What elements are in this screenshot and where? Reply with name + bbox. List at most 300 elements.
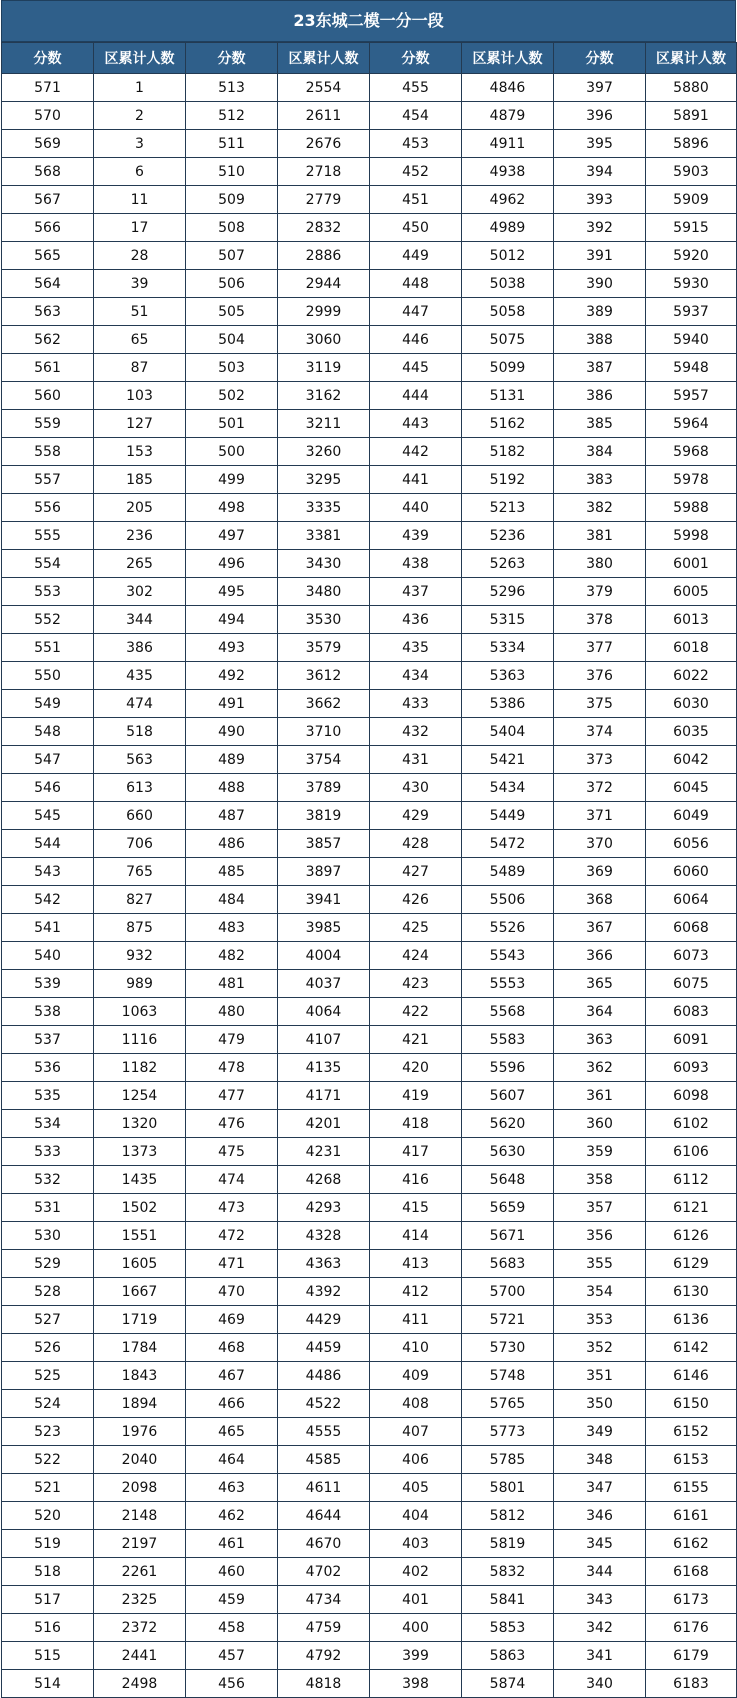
score-cell: 545 bbox=[2, 802, 94, 830]
score-cell: 548 bbox=[2, 718, 94, 746]
score-cell: 534 bbox=[2, 1110, 94, 1138]
score-cell: 538 bbox=[2, 998, 94, 1026]
table-row bbox=[2, 1306, 737, 1334]
cumulative-count-cell: 613 bbox=[94, 774, 186, 802]
cumulative-count-cell: 474 bbox=[94, 690, 186, 718]
cumulative-count-cell: 4879 bbox=[462, 102, 554, 130]
score-cell: 418 bbox=[370, 1110, 462, 1138]
cumulative-count-cell: 3941 bbox=[278, 886, 370, 914]
cumulative-count-cell: 3162 bbox=[278, 382, 370, 410]
score-cell: 476 bbox=[186, 1110, 278, 1138]
cumulative-count-cell: 3295 bbox=[278, 466, 370, 494]
cumulative-count-cell: 1373 bbox=[94, 1138, 186, 1166]
score-cell: 552 bbox=[2, 606, 94, 634]
score-cell: 369 bbox=[554, 858, 646, 886]
cumulative-count-cell: 989 bbox=[94, 970, 186, 998]
score-cell: 539 bbox=[2, 970, 94, 998]
score-cell: 457 bbox=[186, 1642, 278, 1670]
score-cell: 456 bbox=[186, 1670, 278, 1698]
score-cell: 543 bbox=[2, 858, 94, 886]
cumulative-count-cell: 386 bbox=[94, 634, 186, 662]
score-cell: 362 bbox=[554, 1054, 646, 1082]
score-cell: 380 bbox=[554, 550, 646, 578]
cumulative-count-cell: 706 bbox=[94, 830, 186, 858]
score-cell: 368 bbox=[554, 886, 646, 914]
cumulative-count-cell: 5404 bbox=[462, 718, 554, 746]
cumulative-count-cell: 4201 bbox=[278, 1110, 370, 1138]
score-cell: 390 bbox=[554, 270, 646, 298]
cumulative-count-cell: 5841 bbox=[462, 1586, 554, 1614]
cumulative-count-cell: 5671 bbox=[462, 1222, 554, 1250]
score-cell: 358 bbox=[554, 1166, 646, 1194]
score-cell: 482 bbox=[186, 942, 278, 970]
score-cell: 500 bbox=[186, 438, 278, 466]
score-cell: 528 bbox=[2, 1278, 94, 1306]
score-cell: 558 bbox=[2, 438, 94, 466]
cumulative-count-cell: 6060 bbox=[646, 858, 737, 886]
cumulative-count-cell: 5421 bbox=[462, 746, 554, 774]
score-cell: 396 bbox=[554, 102, 646, 130]
score-cell: 398 bbox=[370, 1670, 462, 1698]
cumulative-count-cell: 302 bbox=[94, 578, 186, 606]
score-cell: 441 bbox=[370, 466, 462, 494]
cumulative-count-cell: 2197 bbox=[94, 1530, 186, 1558]
cumulative-count-cell: 344 bbox=[94, 606, 186, 634]
table-row bbox=[2, 718, 737, 746]
cumulative-count-cell: 6022 bbox=[646, 662, 737, 690]
score-cell: 484 bbox=[186, 886, 278, 914]
cumulative-count-cell: 2148 bbox=[94, 1502, 186, 1530]
header-cumulative-count: 区累计人数 bbox=[462, 43, 554, 74]
score-cell: 510 bbox=[186, 158, 278, 186]
table-row bbox=[2, 914, 737, 942]
score-cell: 351 bbox=[554, 1362, 646, 1390]
score-cell: 411 bbox=[370, 1306, 462, 1334]
score-cell: 388 bbox=[554, 326, 646, 354]
cumulative-count-cell: 4231 bbox=[278, 1138, 370, 1166]
table-row bbox=[2, 1194, 737, 1222]
cumulative-count-cell: 3857 bbox=[278, 830, 370, 858]
cumulative-count-cell: 3819 bbox=[278, 802, 370, 830]
cumulative-count-cell: 6121 bbox=[646, 1194, 737, 1222]
cumulative-count-cell: 5596 bbox=[462, 1054, 554, 1082]
score-cell: 563 bbox=[2, 298, 94, 326]
cumulative-count-cell: 1843 bbox=[94, 1362, 186, 1390]
score-cell: 395 bbox=[554, 130, 646, 158]
score-cell: 467 bbox=[186, 1362, 278, 1390]
score-cell: 565 bbox=[2, 242, 94, 270]
cumulative-count-cell: 3335 bbox=[278, 494, 370, 522]
cumulative-count-cell: 5386 bbox=[462, 690, 554, 718]
score-cell: 357 bbox=[554, 1194, 646, 1222]
cumulative-count-cell: 4135 bbox=[278, 1054, 370, 1082]
cumulative-count-cell: 6075 bbox=[646, 970, 737, 998]
score-cell: 387 bbox=[554, 354, 646, 382]
cumulative-count-cell: 5630 bbox=[462, 1138, 554, 1166]
header-cumulative-count: 区累计人数 bbox=[278, 43, 370, 74]
table-row bbox=[2, 606, 737, 634]
cumulative-count-cell: 6091 bbox=[646, 1026, 737, 1054]
score-cell: 365 bbox=[554, 970, 646, 998]
score-cell: 353 bbox=[554, 1306, 646, 1334]
cumulative-count-cell: 5978 bbox=[646, 466, 737, 494]
score-cell: 453 bbox=[370, 130, 462, 158]
cumulative-count-cell: 6146 bbox=[646, 1362, 737, 1390]
table-row bbox=[2, 662, 737, 690]
score-cell: 443 bbox=[370, 410, 462, 438]
score-cell: 466 bbox=[186, 1390, 278, 1418]
cumulative-count-cell: 2554 bbox=[278, 74, 370, 102]
table-row bbox=[2, 438, 737, 466]
score-cell: 355 bbox=[554, 1250, 646, 1278]
score-cell: 542 bbox=[2, 886, 94, 914]
cumulative-count-cell: 6179 bbox=[646, 1642, 737, 1670]
score-cell: 506 bbox=[186, 270, 278, 298]
score-cell: 450 bbox=[370, 214, 462, 242]
table-row bbox=[2, 1082, 737, 1110]
cumulative-count-cell: 2944 bbox=[278, 270, 370, 298]
score-cell: 518 bbox=[2, 1558, 94, 1586]
score-cell: 352 bbox=[554, 1334, 646, 1362]
score-cell: 464 bbox=[186, 1446, 278, 1474]
score-cell: 375 bbox=[554, 690, 646, 718]
score-cell: 435 bbox=[370, 634, 462, 662]
table-row bbox=[2, 970, 737, 998]
score-cell: 459 bbox=[186, 1586, 278, 1614]
cumulative-count-cell: 6030 bbox=[646, 690, 737, 718]
score-cell: 356 bbox=[554, 1222, 646, 1250]
cumulative-count-cell: 5920 bbox=[646, 242, 737, 270]
cumulative-count-cell: 5263 bbox=[462, 550, 554, 578]
cumulative-count-cell: 3260 bbox=[278, 438, 370, 466]
cumulative-count-cell: 765 bbox=[94, 858, 186, 886]
score-cell: 541 bbox=[2, 914, 94, 942]
score-cell: 569 bbox=[2, 130, 94, 158]
score-cell: 413 bbox=[370, 1250, 462, 1278]
score-cell: 436 bbox=[370, 606, 462, 634]
score-cell: 403 bbox=[370, 1530, 462, 1558]
cumulative-count-cell: 5874 bbox=[462, 1670, 554, 1698]
score-cell: 473 bbox=[186, 1194, 278, 1222]
cumulative-count-cell: 5863 bbox=[462, 1642, 554, 1670]
score-cell: 568 bbox=[2, 158, 94, 186]
cumulative-count-cell: 5915 bbox=[646, 214, 737, 242]
score-cell: 378 bbox=[554, 606, 646, 634]
score-cell: 560 bbox=[2, 382, 94, 410]
cumulative-count-cell: 4363 bbox=[278, 1250, 370, 1278]
score-cell: 546 bbox=[2, 774, 94, 802]
cumulative-count-cell: 4486 bbox=[278, 1362, 370, 1390]
cumulative-count-cell: 6161 bbox=[646, 1502, 737, 1530]
cumulative-count-cell: 5434 bbox=[462, 774, 554, 802]
cumulative-count-cell: 87 bbox=[94, 354, 186, 382]
cumulative-count-cell: 5940 bbox=[646, 326, 737, 354]
score-cell: 535 bbox=[2, 1082, 94, 1110]
table-row bbox=[2, 354, 737, 382]
cumulative-count-cell: 3060 bbox=[278, 326, 370, 354]
score-cell: 549 bbox=[2, 690, 94, 718]
cumulative-count-cell: 3381 bbox=[278, 522, 370, 550]
cumulative-count-cell: 5296 bbox=[462, 578, 554, 606]
cumulative-count-cell: 6136 bbox=[646, 1306, 737, 1334]
cumulative-count-cell: 3710 bbox=[278, 718, 370, 746]
score-cell: 556 bbox=[2, 494, 94, 522]
score-cell: 523 bbox=[2, 1418, 94, 1446]
score-cell: 379 bbox=[554, 578, 646, 606]
cumulative-count-cell: 5964 bbox=[646, 410, 737, 438]
cumulative-count-cell: 6176 bbox=[646, 1614, 737, 1642]
cumulative-count-cell: 4555 bbox=[278, 1418, 370, 1446]
cumulative-count-cell: 6056 bbox=[646, 830, 737, 858]
score-cell: 486 bbox=[186, 830, 278, 858]
cumulative-count-cell: 6142 bbox=[646, 1334, 737, 1362]
score-cell: 374 bbox=[554, 718, 646, 746]
cumulative-count-cell: 4459 bbox=[278, 1334, 370, 1362]
table-row bbox=[2, 1110, 737, 1138]
cumulative-count-cell: 5891 bbox=[646, 102, 737, 130]
cumulative-count-cell: 4107 bbox=[278, 1026, 370, 1054]
cumulative-count-cell: 2611 bbox=[278, 102, 370, 130]
table-row bbox=[2, 942, 737, 970]
score-cell: 505 bbox=[186, 298, 278, 326]
score-cell: 547 bbox=[2, 746, 94, 774]
score-cell: 367 bbox=[554, 914, 646, 942]
cumulative-count-cell: 6 bbox=[94, 158, 186, 186]
cumulative-count-cell: 6035 bbox=[646, 718, 737, 746]
score-cell: 554 bbox=[2, 550, 94, 578]
table-row bbox=[2, 1138, 737, 1166]
table-row bbox=[2, 1586, 737, 1614]
cumulative-count-cell: 2999 bbox=[278, 298, 370, 326]
cumulative-count-cell: 2832 bbox=[278, 214, 370, 242]
cumulative-count-cell: 4962 bbox=[462, 186, 554, 214]
cumulative-count-cell: 2040 bbox=[94, 1446, 186, 1474]
cumulative-count-cell: 6152 bbox=[646, 1418, 737, 1446]
cumulative-count-cell: 4846 bbox=[462, 74, 554, 102]
score-cell: 521 bbox=[2, 1474, 94, 1502]
cumulative-count-cell: 2098 bbox=[94, 1474, 186, 1502]
score-cell: 433 bbox=[370, 690, 462, 718]
cumulative-count-cell: 6126 bbox=[646, 1222, 737, 1250]
cumulative-count-cell: 5236 bbox=[462, 522, 554, 550]
cumulative-count-cell: 518 bbox=[94, 718, 186, 746]
table-row bbox=[2, 270, 737, 298]
score-cell: 364 bbox=[554, 998, 646, 1026]
cumulative-count-cell: 5526 bbox=[462, 914, 554, 942]
score-cell: 475 bbox=[186, 1138, 278, 1166]
score-cell: 347 bbox=[554, 1474, 646, 1502]
score-cell: 414 bbox=[370, 1222, 462, 1250]
score-cell: 499 bbox=[186, 466, 278, 494]
cumulative-count-cell: 6064 bbox=[646, 886, 737, 914]
score-cell: 412 bbox=[370, 1278, 462, 1306]
score-cell: 373 bbox=[554, 746, 646, 774]
table-row bbox=[2, 830, 737, 858]
cumulative-count-cell: 827 bbox=[94, 886, 186, 914]
score-cell: 383 bbox=[554, 466, 646, 494]
cumulative-count-cell: 2325 bbox=[94, 1586, 186, 1614]
cumulative-count-cell: 6005 bbox=[646, 578, 737, 606]
score-cell: 461 bbox=[186, 1530, 278, 1558]
score-cell: 561 bbox=[2, 354, 94, 382]
cumulative-count-cell: 6018 bbox=[646, 634, 737, 662]
cumulative-count-cell: 5903 bbox=[646, 158, 737, 186]
score-cell: 533 bbox=[2, 1138, 94, 1166]
cumulative-count-cell: 6068 bbox=[646, 914, 737, 942]
score-cell: 489 bbox=[186, 746, 278, 774]
table-row bbox=[2, 130, 737, 158]
score-cell: 394 bbox=[554, 158, 646, 186]
score-cell: 429 bbox=[370, 802, 462, 830]
cumulative-count-cell: 6049 bbox=[646, 802, 737, 830]
cumulative-count-cell: 5683 bbox=[462, 1250, 554, 1278]
score-cell: 468 bbox=[186, 1334, 278, 1362]
cumulative-count-cell: 4670 bbox=[278, 1530, 370, 1558]
score-cell: 348 bbox=[554, 1446, 646, 1474]
cumulative-count-cell: 5998 bbox=[646, 522, 737, 550]
score-cell: 524 bbox=[2, 1390, 94, 1418]
score-cell: 385 bbox=[554, 410, 646, 438]
score-cell: 423 bbox=[370, 970, 462, 998]
cumulative-count-cell: 6001 bbox=[646, 550, 737, 578]
cumulative-count-cell: 3480 bbox=[278, 578, 370, 606]
score-cell: 481 bbox=[186, 970, 278, 998]
table-row bbox=[2, 158, 737, 186]
cumulative-count-cell: 4938 bbox=[462, 158, 554, 186]
score-cell: 474 bbox=[186, 1166, 278, 1194]
cumulative-count-cell: 2718 bbox=[278, 158, 370, 186]
cumulative-count-cell: 5489 bbox=[462, 858, 554, 886]
score-cell: 454 bbox=[370, 102, 462, 130]
score-cell: 434 bbox=[370, 662, 462, 690]
score-cell: 537 bbox=[2, 1026, 94, 1054]
cumulative-count-cell: 5730 bbox=[462, 1334, 554, 1362]
cumulative-count-cell: 4585 bbox=[278, 1446, 370, 1474]
score-cell: 415 bbox=[370, 1194, 462, 1222]
score-cell: 497 bbox=[186, 522, 278, 550]
score-cell: 465 bbox=[186, 1418, 278, 1446]
score-cell: 419 bbox=[370, 1082, 462, 1110]
cumulative-count-cell: 3211 bbox=[278, 410, 370, 438]
cumulative-count-cell: 4734 bbox=[278, 1586, 370, 1614]
score-cell: 551 bbox=[2, 634, 94, 662]
cumulative-count-cell: 4171 bbox=[278, 1082, 370, 1110]
score-cell: 432 bbox=[370, 718, 462, 746]
cumulative-count-cell: 6045 bbox=[646, 774, 737, 802]
cumulative-count-cell: 4293 bbox=[278, 1194, 370, 1222]
cumulative-count-cell: 6130 bbox=[646, 1278, 737, 1306]
table-row bbox=[2, 1474, 737, 1502]
score-cell: 485 bbox=[186, 858, 278, 886]
score-cell: 408 bbox=[370, 1390, 462, 1418]
cumulative-count-cell: 6073 bbox=[646, 942, 737, 970]
table-row bbox=[2, 466, 737, 494]
score-cell: 512 bbox=[186, 102, 278, 130]
cumulative-count-cell: 4392 bbox=[278, 1278, 370, 1306]
score-cell: 455 bbox=[370, 74, 462, 102]
cumulative-count-cell: 5748 bbox=[462, 1362, 554, 1390]
cumulative-count-cell: 5648 bbox=[462, 1166, 554, 1194]
score-cell: 496 bbox=[186, 550, 278, 578]
cumulative-count-cell: 5785 bbox=[462, 1446, 554, 1474]
cumulative-count-cell: 5988 bbox=[646, 494, 737, 522]
cumulative-count-cell: 3985 bbox=[278, 914, 370, 942]
score-cell: 425 bbox=[370, 914, 462, 942]
score-cell: 402 bbox=[370, 1558, 462, 1586]
table-row bbox=[2, 1502, 737, 1530]
score-cell: 346 bbox=[554, 1502, 646, 1530]
table-row bbox=[2, 1054, 737, 1082]
score-cell: 422 bbox=[370, 998, 462, 1026]
score-cell: 559 bbox=[2, 410, 94, 438]
score-cell: 504 bbox=[186, 326, 278, 354]
score-cell: 341 bbox=[554, 1642, 646, 1670]
score-cell: 342 bbox=[554, 1614, 646, 1642]
cumulative-count-cell: 3662 bbox=[278, 690, 370, 718]
score-cell: 571 bbox=[2, 74, 94, 102]
cumulative-count-cell: 11 bbox=[94, 186, 186, 214]
score-cell: 564 bbox=[2, 270, 94, 298]
score-cell: 340 bbox=[554, 1670, 646, 1698]
table-row bbox=[2, 1418, 737, 1446]
score-cell: 503 bbox=[186, 354, 278, 382]
header-score: 分数 bbox=[554, 43, 646, 74]
score-cell: 487 bbox=[186, 802, 278, 830]
score-cell: 389 bbox=[554, 298, 646, 326]
score-cell: 480 bbox=[186, 998, 278, 1026]
score-cell: 530 bbox=[2, 1222, 94, 1250]
table-row bbox=[2, 550, 737, 578]
score-cell: 343 bbox=[554, 1586, 646, 1614]
score-cell: 404 bbox=[370, 1502, 462, 1530]
cumulative-count-cell: 65 bbox=[94, 326, 186, 354]
score-cell: 451 bbox=[370, 186, 462, 214]
score-cell: 550 bbox=[2, 662, 94, 690]
score-cell: 531 bbox=[2, 1194, 94, 1222]
score-cell: 515 bbox=[2, 1642, 94, 1670]
cumulative-count-cell: 127 bbox=[94, 410, 186, 438]
score-cell: 491 bbox=[186, 690, 278, 718]
score-cell: 448 bbox=[370, 270, 462, 298]
table-row bbox=[2, 186, 737, 214]
cumulative-count-cell: 3530 bbox=[278, 606, 370, 634]
cumulative-count-cell: 3897 bbox=[278, 858, 370, 886]
cumulative-count-cell: 5909 bbox=[646, 186, 737, 214]
score-cell: 458 bbox=[186, 1614, 278, 1642]
score-cell: 400 bbox=[370, 1614, 462, 1642]
table-row bbox=[2, 1278, 737, 1306]
cumulative-count-cell: 5880 bbox=[646, 74, 737, 102]
score-cell: 557 bbox=[2, 466, 94, 494]
score-cell: 508 bbox=[186, 214, 278, 242]
score-cell: 370 bbox=[554, 830, 646, 858]
cumulative-count-cell: 2261 bbox=[94, 1558, 186, 1586]
score-cell: 566 bbox=[2, 214, 94, 242]
table-row bbox=[2, 1530, 737, 1558]
cumulative-count-cell: 3579 bbox=[278, 634, 370, 662]
table-row bbox=[2, 886, 737, 914]
cumulative-count-cell: 1719 bbox=[94, 1306, 186, 1334]
score-cell: 426 bbox=[370, 886, 462, 914]
table-row bbox=[2, 774, 737, 802]
cumulative-count-cell: 5607 bbox=[462, 1082, 554, 1110]
cumulative-count-cell: 28 bbox=[94, 242, 186, 270]
score-cell: 462 bbox=[186, 1502, 278, 1530]
table-row bbox=[2, 1642, 737, 1670]
cumulative-count-cell: 3430 bbox=[278, 550, 370, 578]
table-row bbox=[2, 1390, 737, 1418]
score-cell: 477 bbox=[186, 1082, 278, 1110]
